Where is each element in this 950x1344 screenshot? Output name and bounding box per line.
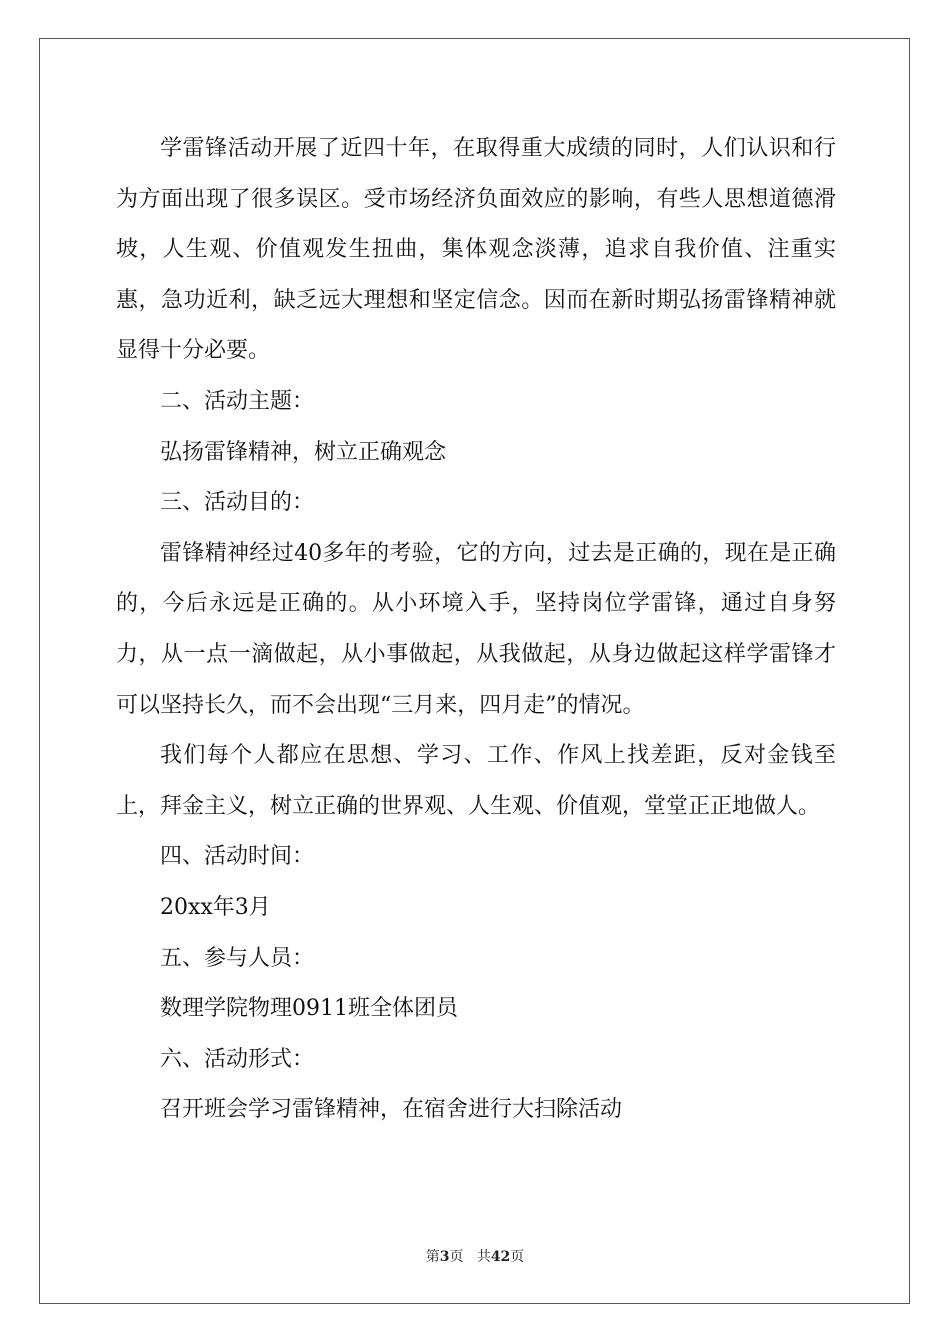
footer-total-prefix: 共 — [476, 1249, 491, 1265]
heading-activity-purpose: 三、活动目的： — [160, 490, 315, 516]
heading-activity-time: 四、活动时间： — [160, 844, 315, 870]
paragraph-purpose-continued: 我们每个人都应在思想、学习、工作、作风上找差距，反对金钱至上，拜金主义，树立正确的世界观、人生观、价值观，堂堂正正地做人。 — [116, 743, 836, 819]
footer-page-suffix: 页 — [449, 1249, 464, 1265]
footer-total-suffix: 页 — [510, 1249, 525, 1265]
document-body — [116, 124, 836, 1136]
heading-participants: 五、参与人员： — [160, 945, 315, 971]
footer-page-prefix: 第 — [425, 1249, 440, 1265]
heading-activity-format: 六、活动形式： — [160, 1046, 315, 1072]
footer-page-number: 3 — [439, 1249, 450, 1265]
footer-total-pages: 42 — [490, 1249, 511, 1265]
activity-theme-text: 弘扬雷锋精神，树立正确观念 — [160, 439, 447, 465]
activity-time-text: 20xx年3月 — [160, 894, 271, 920]
activity-format-text: 召开班会学习雷锋精神，在宿舍进行大扫除活动 — [160, 1097, 623, 1123]
heading-activity-theme: 二、活动主题： — [160, 388, 315, 414]
participants-text: 数理学院物理0911班全体团员 — [160, 996, 458, 1022]
page-footer — [0, 1246, 950, 1266]
paragraph-background: 学雷锋活动开展了近四十年，在取得重大成绩的同时，人们认识和行为方面出现了很多误区。受市场经济负面效应的影响，有些人思想道德滑坡，人生观、价值观发生扭曲，集体观念淡薄，追求自我价值、注重实惠，急功近利，缺乏远大理想和坚定信念。因而在新时期弘扬雷锋精神就显得十分必要。 — [116, 136, 836, 364]
paragraph-purpose: 雷锋精神经过40多年的考验，它的方向，过去是正确的，现在是正确的，今后永远是正确的。从小环境入手，坚持岗位学雷锋，通过自身努力，从一点一滴做起，从小事做起，从我做起，从身边做起这样学雷锋才可以坚持长久，而不会出现“三月来，四月走”的情况。 — [116, 540, 836, 718]
